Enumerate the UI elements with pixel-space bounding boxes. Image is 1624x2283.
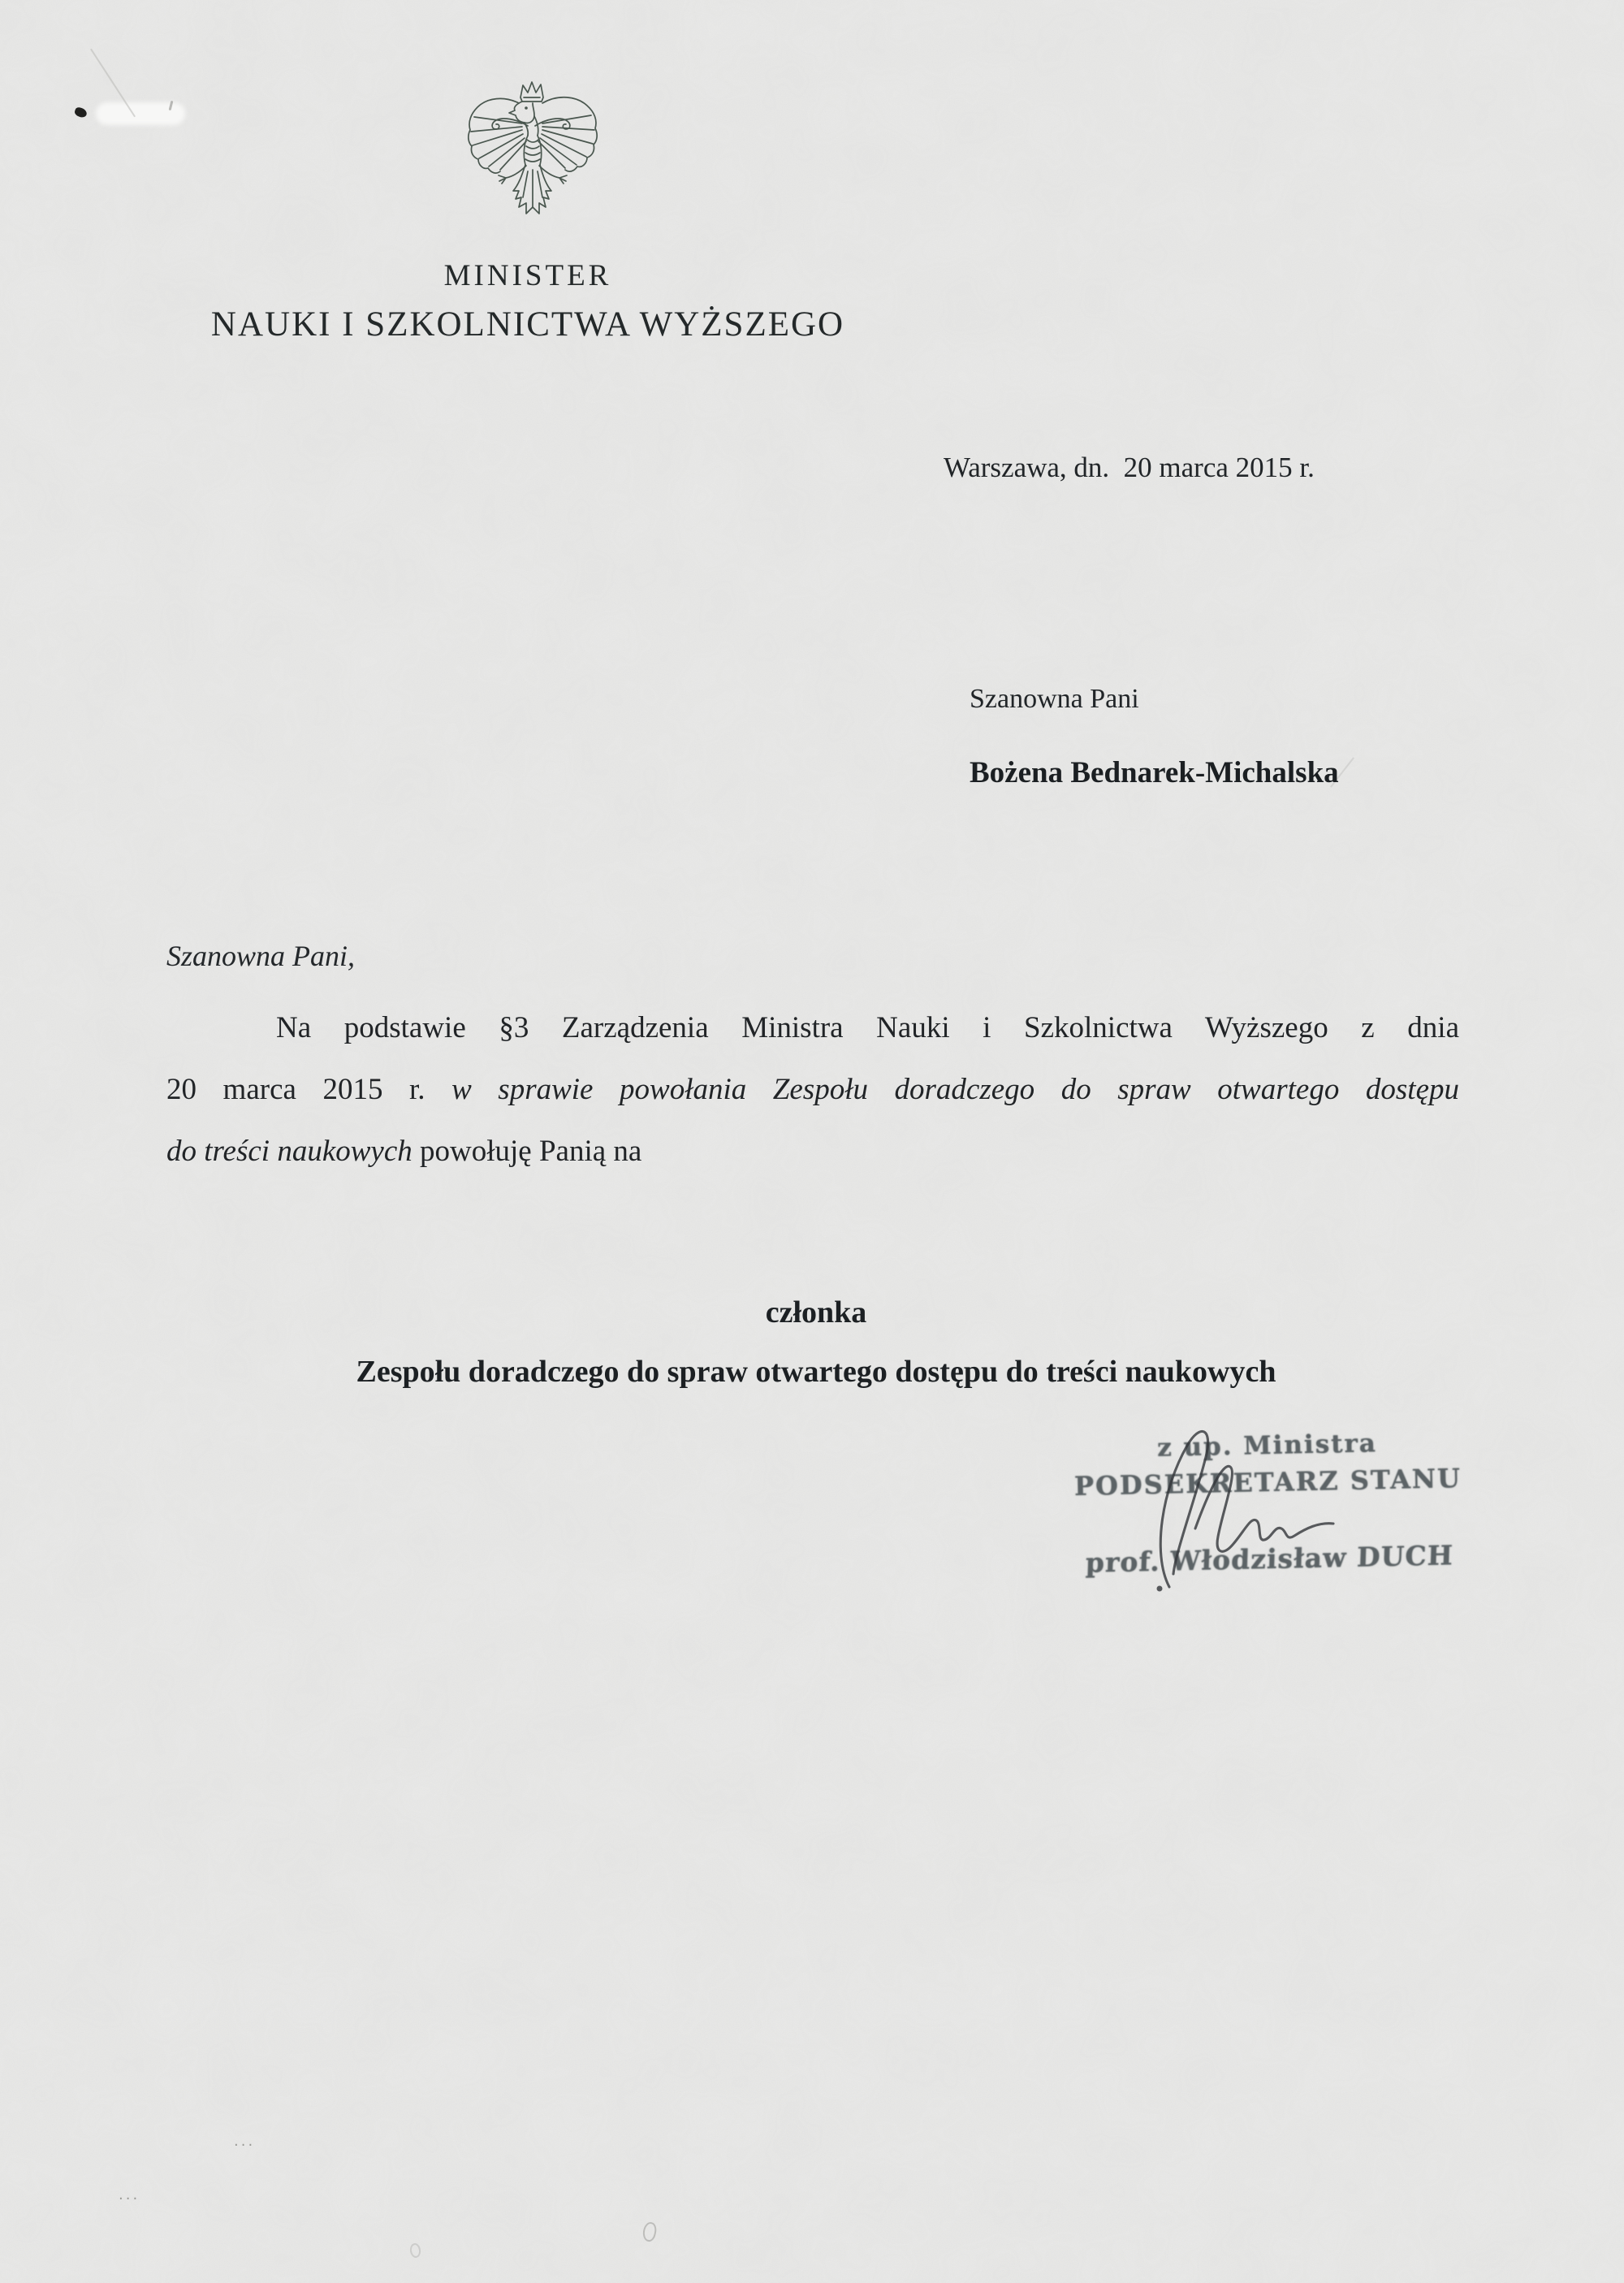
- stamp-name: prof. Włodzisław DUCH: [1085, 1539, 1454, 1579]
- body-line-3-italic: do treści naukowych: [166, 1135, 412, 1168]
- scan-speck-dots-2: ...: [119, 2186, 140, 2203]
- body-line-2-italic: w sprawie powołania Zespołu doradczego do spraw otwartego dostępu: [451, 1073, 1459, 1106]
- minister-title-line2: NAUKI I SZKOLNICTWA WYŻSZEGO: [210, 305, 845, 344]
- scan-speck-mark: [641, 2221, 659, 2243]
- scan-speck-dots: ...: [234, 2133, 256, 2150]
- dateline: Warszawa, dn. 20 marca 2015 r.: [944, 452, 1315, 483]
- body-line-3-regular: powołuję Panią na: [420, 1135, 642, 1168]
- appointment-block: [166, 1295, 1466, 1390]
- minister-title-line1: MINISTER: [443, 259, 612, 292]
- body-line-2: [166, 1072, 1459, 1107]
- body-line-2-regular: 20 marca 2015 r.: [166, 1073, 425, 1106]
- scan-ink-blob: [74, 106, 89, 119]
- handwritten-signature: [1127, 1415, 1403, 1595]
- scan-speck-mark-2: [409, 2242, 421, 2259]
- stamp-title: PODSEKRETARZ STANU: [1073, 1463, 1462, 1502]
- appointment-body-name: Zespołu doradczego do spraw otwartego dostępu do treści naukowych: [356, 1355, 1276, 1389]
- letterhead: [203, 258, 853, 344]
- recipient-salutation: Szanowna Pani: [970, 684, 1139, 714]
- polish-eagle-emblem-icon: [464, 75, 603, 231]
- stamp-authorization: z up. Ministra: [1156, 1429, 1378, 1463]
- opening-salutation: Szanowna Pani,: [166, 940, 356, 972]
- recipient-name: Bożena Bednarek-Michalska: [970, 756, 1339, 789]
- appointment-role: członka: [765, 1295, 867, 1330]
- body-line-1: Na podstawie §3 Zarządzenia Ministra Nauki i Szkolnictwa Wyższego z dnia: [276, 1011, 1459, 1044]
- body-line-3: [166, 1134, 1459, 1169]
